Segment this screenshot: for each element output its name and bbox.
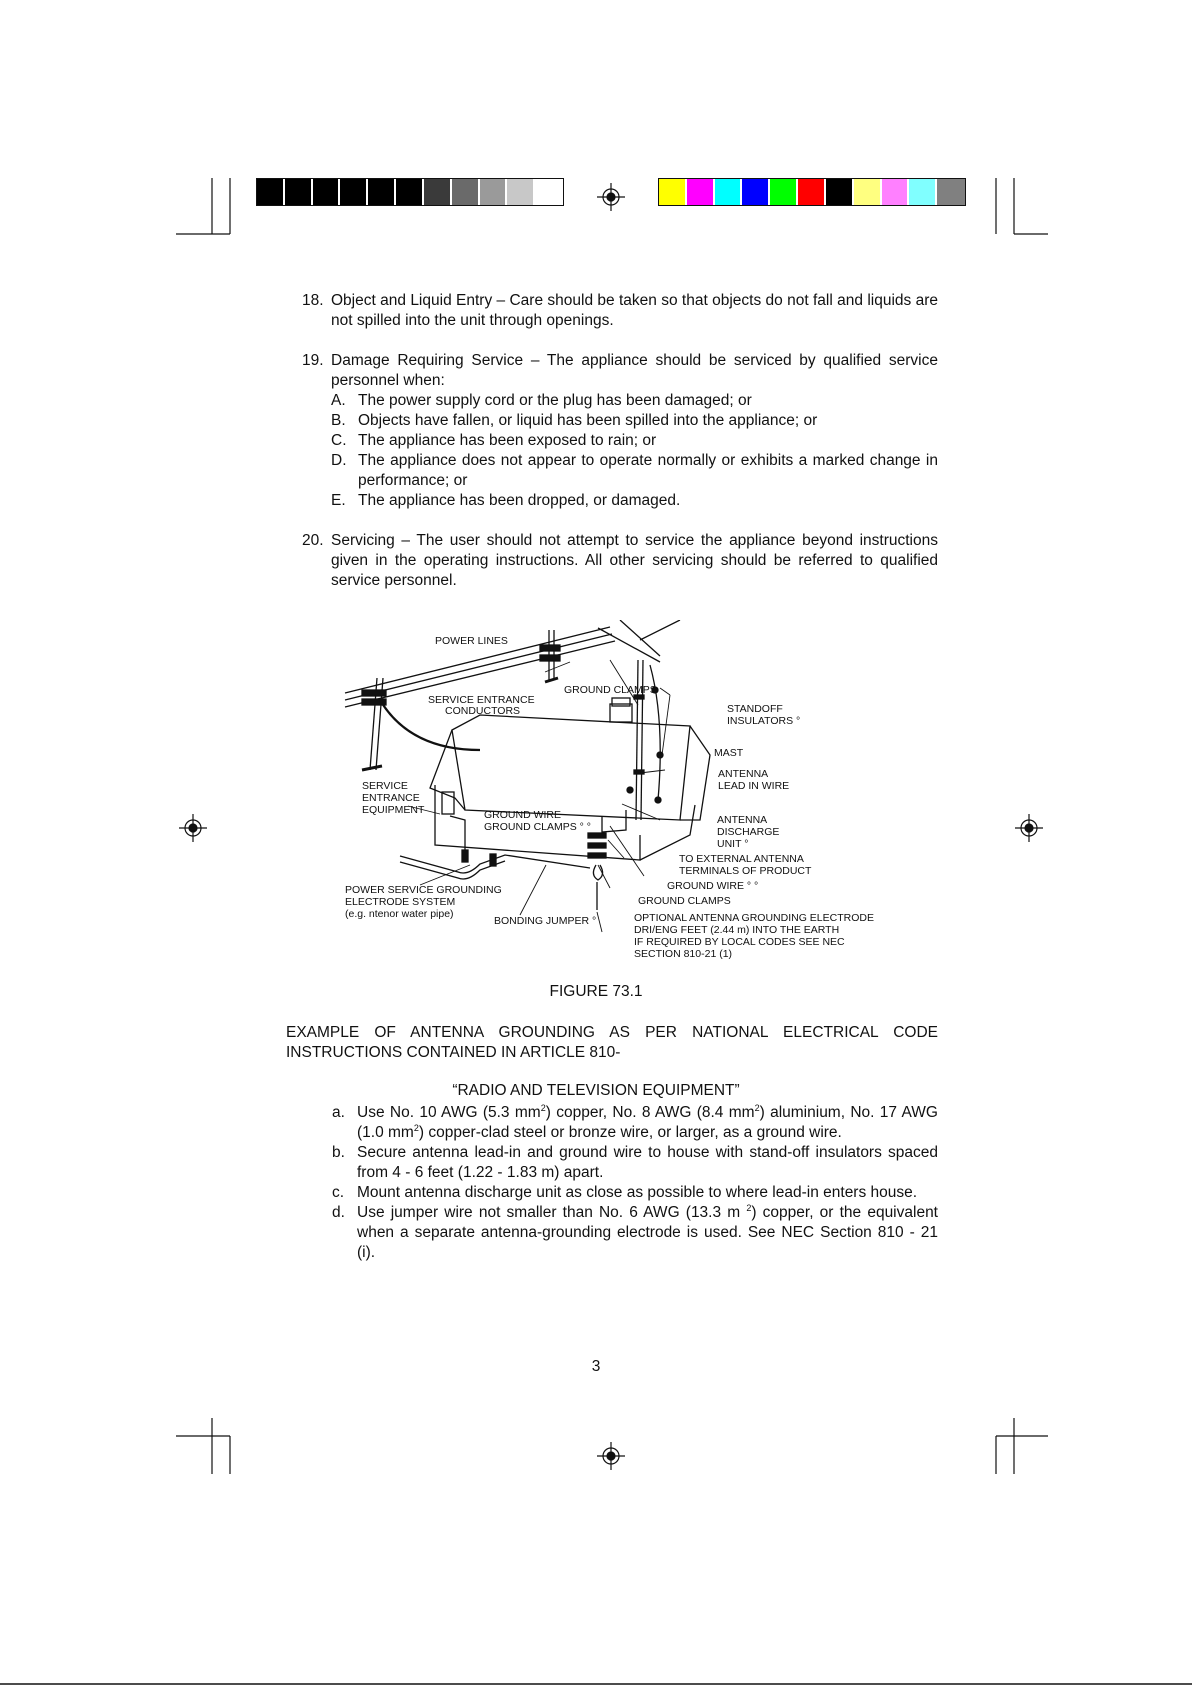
item-text: Damage Requiring Service – The appliance should be serviced by qualified service personnel when: [331, 352, 938, 389]
label-antenna-lead-1: ANTENNA [718, 768, 769, 780]
process-color-swatch [882, 179, 910, 205]
example-heading [286, 1023, 938, 1063]
label-discharge-1: ANTENNA [717, 814, 768, 826]
process-color-swatch [854, 179, 882, 205]
label-discharge-2: DISCHARGE [717, 826, 780, 838]
grayscale-color-bar [256, 178, 564, 206]
label-service-entrance-conductors-1: SERVICE ENTRANCE [428, 694, 535, 706]
subitem-letter: B. [331, 412, 346, 429]
subitem-letter: D. [331, 452, 347, 469]
label-ground-wire: GROUND WIRE ° ° [667, 880, 759, 892]
label-ground-clamps-bottom: GROUND CLAMPS [638, 895, 731, 907]
registration-mark-top [597, 183, 625, 211]
label-standoff-1: STANDOFF [727, 703, 783, 715]
label-service-equipment-1: SERVICE [362, 780, 408, 792]
grayscale-swatch [507, 179, 535, 205]
process-color-swatch [826, 179, 854, 205]
grayscale-swatch [340, 179, 368, 205]
item-18 [302, 291, 938, 331]
page-number: 3 [591, 1358, 601, 1375]
grayscale-swatch [480, 179, 508, 205]
grounding-instructions-list [332, 1103, 938, 1263]
label-power-grounding-3: (e.g. ntenor water pipe) [345, 908, 454, 920]
label-external-1: TO EXTERNAL ANTENNA [679, 853, 804, 865]
subitem-e [331, 491, 938, 511]
process-color-swatch [687, 179, 715, 205]
label-power-grounding-2: ELECTRODE SYSTEM [345, 896, 456, 908]
registration-mark-left [179, 814, 207, 842]
subitem-letter: A. [331, 392, 346, 409]
example-line-1: EXAMPLE OF ANTENNA GROUNDING AS PER NATIONAL ELECTRICAL CODE [286, 1024, 938, 1041]
label-ground-wire-clamps-2: GROUND CLAMPS ° ° [484, 821, 591, 833]
grayscale-swatch [535, 179, 563, 205]
grayscale-swatch [424, 179, 452, 205]
instruction-text: Use No. 10 AWG (5.3 $mm^2$) copper, No. 8 AWG (8.4 $mm^2$) aluminium, No. 17 AWG (1.0 $mm^2$) copper-clad steel or bronze wire, or larger, as a ground wire. [357, 1102, 938, 1141]
grayscale-swatch [452, 179, 480, 205]
label-power-lines: POWER LINES [435, 635, 508, 647]
instruction-text: Secure antenna lead-in and ground wire to house with stand-off insulators spaced from 4 - 6 feet (1.22 - 1.83 m) apart. [357, 1144, 938, 1181]
instruction-letter: d. [332, 1204, 345, 1221]
antenna-grounding-figure [340, 620, 900, 965]
subitem-d [331, 451, 938, 491]
subitem-text: The power supply cord or the plug has been damaged; or [358, 392, 752, 409]
registration-mark-bottom [597, 1442, 625, 1470]
label-external-2: TERMINALS OF PRODUCT [679, 865, 812, 877]
subitem-a [331, 391, 938, 411]
process-color-swatch [659, 179, 687, 205]
item-text: Object and Liquid Entry – Care should be taken so that objects do not fall and liquids are not spilled into the unit through openings. [331, 292, 938, 329]
item-number: 19. [302, 352, 324, 369]
registration-mark-right [1015, 814, 1043, 842]
process-color-swatch [770, 179, 798, 205]
label-ground-wire-clamps-1: GROUND WIRE [484, 809, 561, 821]
label-bonding-jumper: BONDING JUMPER ° [494, 915, 597, 927]
item-19 [302, 351, 938, 511]
subitem-letter: C. [331, 432, 347, 449]
label-service-equipment-3: EQUIPMENT [362, 804, 425, 816]
subitem-b [331, 411, 938, 431]
label-ground-clamps: GROUND CLAMPS [564, 684, 657, 696]
instruction-text: Use jumper wire not smaller than No. 6 AWG (13.3 m $^2$) copper, or the equivalent when a separate antenna-grounding electrode is used. See NEC Section 810 - 21 (i). [357, 1202, 938, 1261]
item-20 [302, 531, 938, 591]
instruction-letter: b. [332, 1144, 345, 1161]
figure-caption: FIGURE 73.1 [549, 983, 643, 1000]
label-standoff-2: INSULATORS ° [727, 715, 801, 727]
label-power-grounding-1: POWER SERVICE GROUNDING [345, 884, 502, 896]
instruction-letter: a. [332, 1104, 345, 1121]
label-antenna-lead-2: LEAD IN WIRE [718, 780, 790, 792]
process-color-swatch [742, 179, 770, 205]
grayscale-swatch [396, 179, 424, 205]
instruction-letter: c. [332, 1184, 345, 1201]
subitem-c [331, 431, 938, 451]
example-line-2: INSTRUCTIONS CONTAINED IN ARTICLE 810- [286, 1044, 621, 1061]
label-discharge-3: UNIT ° [717, 838, 749, 850]
grayscale-swatch [257, 179, 285, 205]
grayscale-swatch [285, 179, 313, 205]
instruction-text: Mount antenna discharge unit as close as possible to where lead-in enters house. [357, 1184, 918, 1201]
grayscale-swatch [368, 179, 396, 205]
label-service-entrance-conductors-2: CONDUCTORS [445, 705, 521, 717]
item-number: 20. [302, 532, 324, 549]
process-color-swatch [937, 179, 965, 205]
section-subtitle: “RADIO AND TELEVISION EQUIPMENT” [452, 1082, 740, 1099]
item-text: Servicing – The user should not attempt to service the appliance beyond instructions given in the operating instructions. All other servicing should be referred to qualified service personnel. [331, 532, 938, 589]
subitem-text: The appliance has been dropped, or damaged. [358, 492, 681, 509]
subitem-text: The appliance has been exposed to rain; or [358, 432, 657, 449]
label-service-equipment-2: ENTRANCE [362, 792, 420, 804]
process-color-swatch [798, 179, 826, 205]
subitem-text: The appliance does not appear to operate normally or exhibits a marked change in performance; or [358, 452, 938, 489]
label-optional-4: SECTION 810-21 (1) [634, 948, 733, 960]
process-color-bar [658, 178, 966, 206]
instruction-item [332, 1203, 938, 1263]
item-number: 18. [302, 292, 324, 309]
label-optional-3: IF REQUIRED BY LOCAL CODES SEE NEC [634, 936, 845, 948]
process-color-swatch [715, 179, 743, 205]
instruction-item [332, 1143, 938, 1183]
grayscale-swatch [313, 179, 341, 205]
instruction-item [332, 1183, 938, 1203]
process-color-swatch [909, 179, 937, 205]
instruction-item [332, 1103, 938, 1143]
label-mast: MAST [714, 747, 744, 759]
subitem-text: Objects have fallen, or liquid has been spilled into the appliance; or [358, 412, 818, 429]
label-optional-1: OPTIONAL ANTENNA GROUNDING ELECTRODE [634, 912, 874, 924]
subitem-letter: E. [331, 492, 346, 509]
label-optional-2: DRI/ENG FEET (2.44 m) INTO THE EARTH [634, 924, 840, 936]
